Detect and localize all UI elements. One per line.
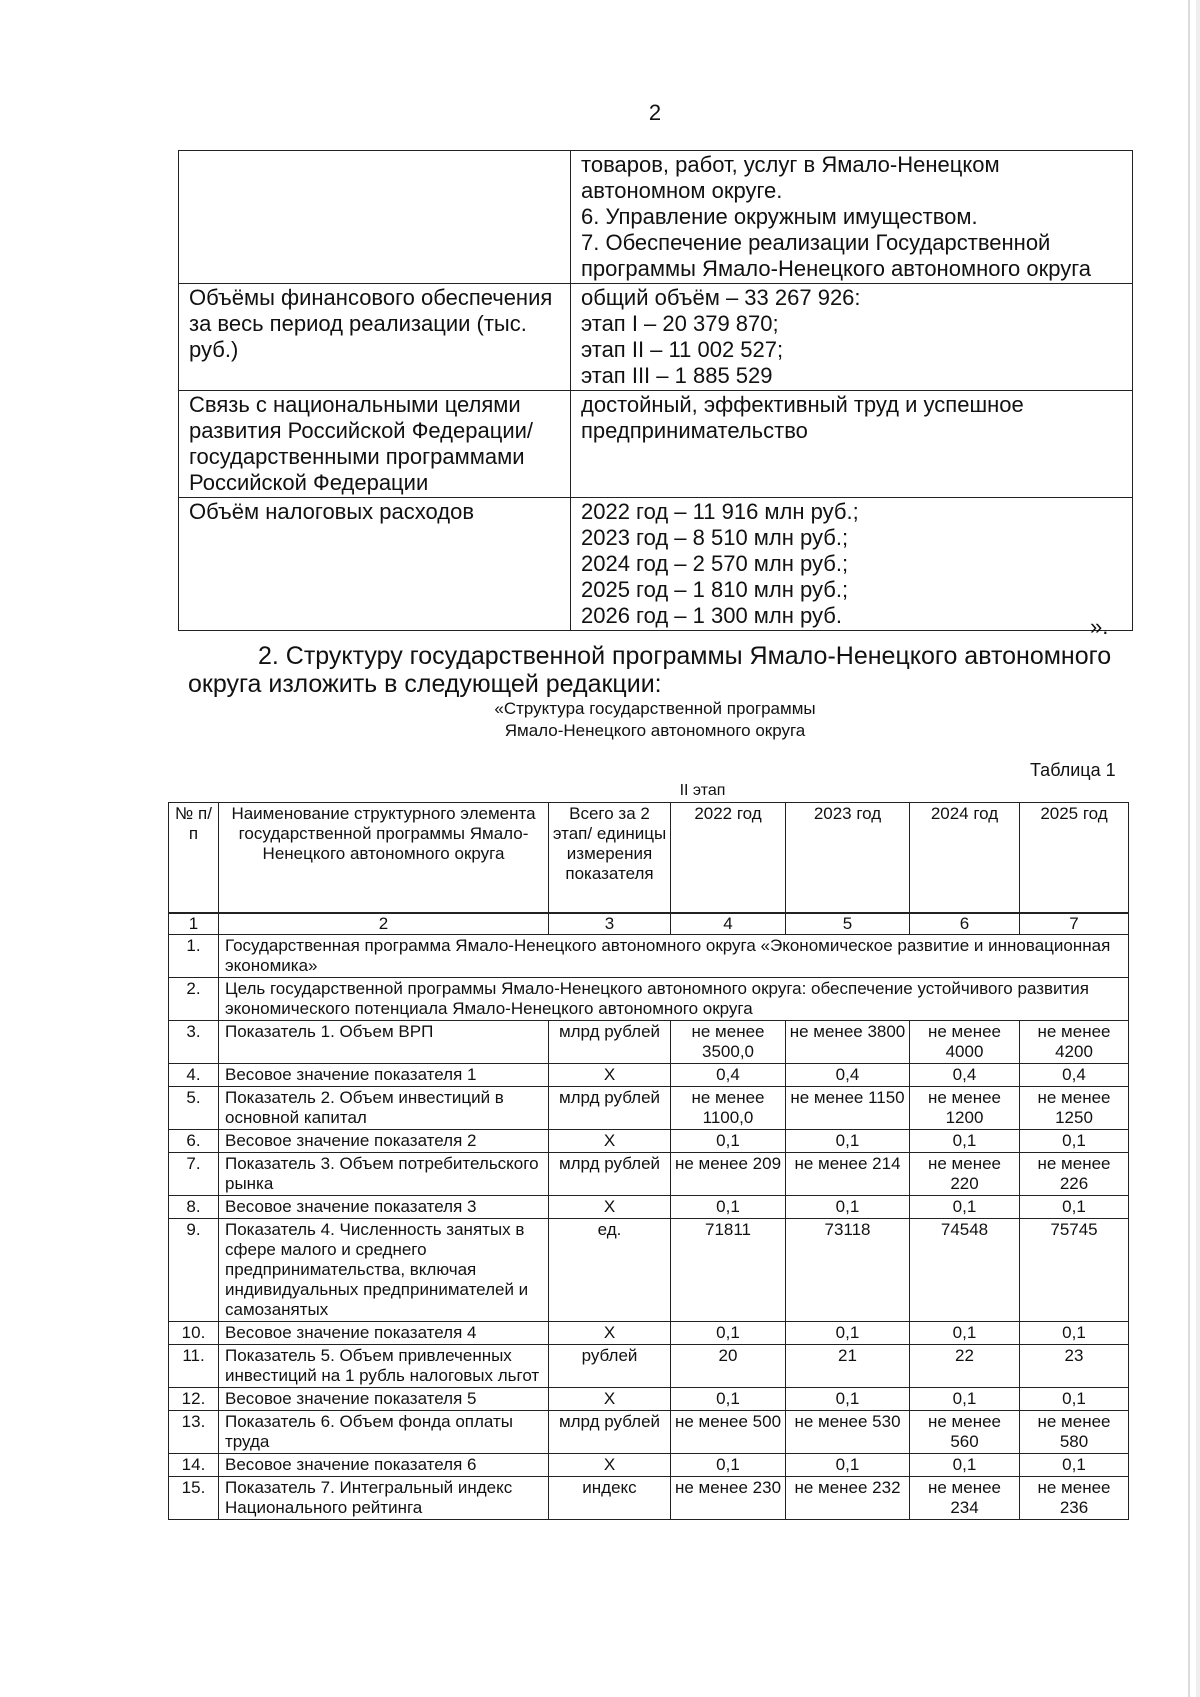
row-unit: Х <box>549 1063 671 1086</box>
table-label: Таблица 1 <box>1030 760 1116 780</box>
row-name: Весовое значение показателя 4 <box>219 1321 549 1344</box>
row-num: 11. <box>169 1344 219 1387</box>
scan-edge-shadow <box>1196 0 1200 1697</box>
passport-value-line: предпринимательство <box>581 418 808 443</box>
row-unit: Х <box>549 1129 671 1152</box>
passport-row <box>179 498 1133 631</box>
row-num: 4. <box>169 1063 219 1086</box>
passport-value-line: 7. Обеспечение реализации Государственной <box>581 230 1051 255</box>
row-unit: индекс <box>549 1476 671 1519</box>
passport-label: Связь с национальными целями развития Российской Федерации/ государственными программами Российской Федерации <box>179 391 571 498</box>
row-value-2023: 0,1 <box>786 1321 910 1344</box>
row-value-2022: не менее 230 <box>671 1476 786 1519</box>
caption-line-2: Ямало-Ненецкого автономного округа <box>504 721 806 740</box>
col-num-1: 1 <box>169 913 219 935</box>
row-value-2024: 0,1 <box>910 1387 1020 1410</box>
col-num-5: 5 <box>786 913 910 935</box>
passport-value-line: 2022 год – 11 916 млн руб.; <box>581 499 859 524</box>
row-value-2022: не менее 1100,0 <box>671 1086 786 1129</box>
table-row <box>169 1020 1129 1063</box>
passport-value-line: этап III – 1 885 529 <box>581 363 773 388</box>
row-value-2024: 22 <box>910 1344 1020 1387</box>
row-value-2023: не менее 232 <box>786 1476 910 1519</box>
row-value-2024: 74548 <box>910 1218 1020 1321</box>
row-name: Весовое значение показателя 5 <box>219 1387 549 1410</box>
item-2-paragraph: 2. Структуру государственной программы Ямало-Ненецкого автономного округа изложить в следующей редакции: <box>188 642 1112 698</box>
row-value-2025: не менее 226 <box>1020 1152 1129 1195</box>
row-value-2023: 0,1 <box>786 1129 910 1152</box>
row-value-2023: 21 <box>786 1344 910 1387</box>
passport-value-line: 2026 год – 1 300 млн руб. <box>581 603 842 628</box>
passport-value-line: этап II – 11 002 527; <box>581 337 784 362</box>
passport-row <box>179 391 1133 498</box>
row-name: Показатель 1. Объем ВРП <box>219 1020 549 1063</box>
passport-label <box>179 151 571 284</box>
row-value-2024: не менее 1200 <box>910 1086 1020 1129</box>
span-row <box>169 977 1129 1020</box>
table-row <box>169 1218 1129 1321</box>
passport-value-line: общий объём – 33 267 926: <box>581 285 861 310</box>
row-value-2025: не менее 1250 <box>1020 1086 1129 1129</box>
header-2024: 2024 год <box>910 803 1020 913</box>
row-value-2024: не менее 560 <box>910 1410 1020 1453</box>
row-num: 6. <box>169 1129 219 1152</box>
col-num-2: 2 <box>219 913 549 935</box>
table-row <box>169 1453 1129 1476</box>
span-text: Государственная программа Ямало-Ненецкого автономного округа «Экономическое развитие и инновационная экономика» <box>219 934 1129 977</box>
passport-value <box>571 284 1133 391</box>
table-row <box>169 1195 1129 1218</box>
row-num: 13. <box>169 1410 219 1453</box>
row-value-2025: 75745 <box>1020 1218 1129 1321</box>
col-num-3: 3 <box>549 913 671 935</box>
passport-value-line: 2024 год – 2 570 млн руб.; <box>581 551 849 576</box>
row-num: 12. <box>169 1387 219 1410</box>
row-value-2025: не менее 580 <box>1020 1410 1129 1453</box>
header-2025: 2025 год <box>1020 803 1129 913</box>
col-num-4: 4 <box>671 913 786 935</box>
row-value-2023: не менее 1150 <box>786 1086 910 1129</box>
row-value-2025: 0,1 <box>1020 1453 1129 1476</box>
row-value-2025: 0,1 <box>1020 1195 1129 1218</box>
row-value-2024: 0,1 <box>910 1321 1020 1344</box>
row-value-2022: 0,1 <box>671 1387 786 1410</box>
row-name: Показатель 7. Интегральный индекс Национального рейтинга <box>219 1476 549 1519</box>
passport-label: Объёмы финансового обеспечения за весь период реализации (тыс. руб.) <box>179 284 571 391</box>
page-number: 2 <box>648 100 662 125</box>
row-value-2022: не менее 209 <box>671 1152 786 1195</box>
table-row <box>169 1086 1129 1129</box>
row-name: Показатель 6. Объем фонда оплаты труда <box>219 1410 549 1453</box>
row-value-2022: 0,1 <box>671 1453 786 1476</box>
row-unit: млрд рублей <box>549 1410 671 1453</box>
table-row <box>169 1063 1129 1086</box>
passport-value-line: товаров, работ, услуг в Ямало-Ненецком <box>581 152 1000 177</box>
passport-value <box>571 151 1133 284</box>
caption-line-1: «Структура государственной программы <box>494 699 816 718</box>
row-num: 8. <box>169 1195 219 1218</box>
row-value-2023: 0,1 <box>786 1453 910 1476</box>
row-value-2022: 20 <box>671 1344 786 1387</box>
col-num-6: 6 <box>910 913 1020 935</box>
passport-value-line: 2025 год – 1 810 млн руб.; <box>581 577 849 602</box>
table-row <box>169 1321 1129 1344</box>
header-name: Наименование структурного элемента государственной программы Ямало-Ненецкого автономного округа <box>219 803 549 913</box>
row-unit: Х <box>549 1321 671 1344</box>
passport-value-line: 2023 год – 8 510 млн руб.; <box>581 525 849 550</box>
row-value-2023: не менее 214 <box>786 1152 910 1195</box>
row-num: 10. <box>169 1321 219 1344</box>
row-value-2023: не менее 530 <box>786 1410 910 1453</box>
row-num: 5. <box>169 1086 219 1129</box>
passport-row <box>179 284 1133 391</box>
span-row <box>169 934 1129 977</box>
row-name: Весовое значение показателя 3 <box>219 1195 549 1218</box>
table-row <box>169 1129 1129 1152</box>
passport-value-line: 6. Управление окружным имуществом. <box>581 204 978 229</box>
passport-value-line: этап I – 20 379 870; <box>581 311 779 336</box>
row-value-2024: 0,4 <box>910 1063 1020 1086</box>
row-value-2023: 0,1 <box>786 1387 910 1410</box>
row-name: Весовое значение показателя 2 <box>219 1129 549 1152</box>
row-value-2025: 0,4 <box>1020 1063 1129 1086</box>
row-value-2023: 0,4 <box>786 1063 910 1086</box>
row-name: Показатель 4. Численность занятых в сфере малого и среднего предпринимательства, включая индивидуальных предпринимателей и самозанятых <box>219 1218 549 1321</box>
row-value-2022: 71811 <box>671 1218 786 1321</box>
row-value-2025: не менее 236 <box>1020 1476 1129 1519</box>
row-unit: млрд рублей <box>549 1086 671 1129</box>
row-num: 15. <box>169 1476 219 1519</box>
row-value-2022: 0,1 <box>671 1195 786 1218</box>
row-value-2023: не менее 3800 <box>786 1020 910 1063</box>
row-value-2022: 0,1 <box>671 1321 786 1344</box>
passport-value-line: автономном округе. <box>581 178 783 203</box>
header-2023: 2023 год <box>786 803 910 913</box>
row-value-2022: не менее 3500,0 <box>671 1020 786 1063</box>
row-value-2024: 0,1 <box>910 1129 1020 1152</box>
passport-value <box>571 498 1133 631</box>
row-num: 2. <box>169 977 219 1020</box>
passport-label: Объём налоговых расходов <box>179 498 571 631</box>
span-text: Цель государственной программы Ямало-Ненецкого автономного округа: обеспечение устойчивого развития экономического потенциала Ямало-Ненецкого автономного округа <box>219 977 1129 1020</box>
row-name: Показатель 3. Объем потребительского рынка <box>219 1152 549 1195</box>
row-num: 9. <box>169 1218 219 1321</box>
row-name: Показатель 2. Объем инвестиций в основной капитал <box>219 1086 549 1129</box>
row-name: Весовое значение показателя 6 <box>219 1453 549 1476</box>
scan-edge <box>1188 0 1190 1697</box>
row-value-2025: 0,1 <box>1020 1129 1129 1152</box>
passport-row <box>179 151 1133 284</box>
row-unit: млрд рублей <box>549 1020 671 1063</box>
header-row <box>169 803 1129 913</box>
header-num: № п/п <box>169 803 219 913</box>
row-unit: млрд рублей <box>549 1152 671 1195</box>
row-value-2023: 73118 <box>786 1218 910 1321</box>
table-row <box>169 1410 1129 1453</box>
row-value-2024: не менее 220 <box>910 1152 1020 1195</box>
header-2022: 2022 год <box>671 803 786 913</box>
row-value-2024: 0,1 <box>910 1453 1020 1476</box>
row-unit: Х <box>549 1195 671 1218</box>
row-value-2024: не менее 4000 <box>910 1020 1020 1063</box>
row-name: Весовое значение показателя 1 <box>219 1063 549 1086</box>
passport-value-line: достойный, эффективный труд и успешное <box>581 392 1024 417</box>
row-unit: ед. <box>549 1218 671 1321</box>
row-value-2025: не менее 4200 <box>1020 1020 1129 1063</box>
row-value-2024: не менее 234 <box>910 1476 1020 1519</box>
row-value-2023: 0,1 <box>786 1195 910 1218</box>
row-num: 1. <box>169 934 219 977</box>
row-num: 3. <box>169 1020 219 1063</box>
col-num-7: 7 <box>1020 913 1129 935</box>
row-value-2024: 0,1 <box>910 1195 1020 1218</box>
row-name: Показатель 5. Объем привлеченных инвестиций на 1 рубль налоговых льгот <box>219 1344 549 1387</box>
passport-table <box>178 150 1133 631</box>
table-row <box>169 1387 1129 1410</box>
row-value-2022: 0,4 <box>671 1063 786 1086</box>
table-row <box>169 1344 1129 1387</box>
header-total: Всего за 2 этап/ единицы измерения показателя <box>549 803 671 913</box>
row-num: 7. <box>169 1152 219 1195</box>
row-value-2022: 0,1 <box>671 1129 786 1152</box>
stage-label: II этап <box>679 782 726 799</box>
passport-value <box>571 391 1133 498</box>
row-value-2025: 0,1 <box>1020 1387 1129 1410</box>
row-value-2025: 23 <box>1020 1344 1129 1387</box>
row-unit: рублей <box>549 1344 671 1387</box>
row-unit: Х <box>549 1387 671 1410</box>
table-row <box>169 1476 1129 1519</box>
table-caption <box>0 698 1200 742</box>
structure-table <box>168 802 1129 1520</box>
column-number-row <box>169 913 1129 935</box>
passport-value-line: программы Ямало-Ненецкого автономного округа <box>581 256 1091 281</box>
row-num: 14. <box>169 1453 219 1476</box>
row-unit: Х <box>549 1453 671 1476</box>
table-row <box>169 1152 1129 1195</box>
row-value-2022: не менее 500 <box>671 1410 786 1453</box>
row-value-2025: 0,1 <box>1020 1321 1129 1344</box>
closing-quote: ». <box>1090 614 1109 639</box>
